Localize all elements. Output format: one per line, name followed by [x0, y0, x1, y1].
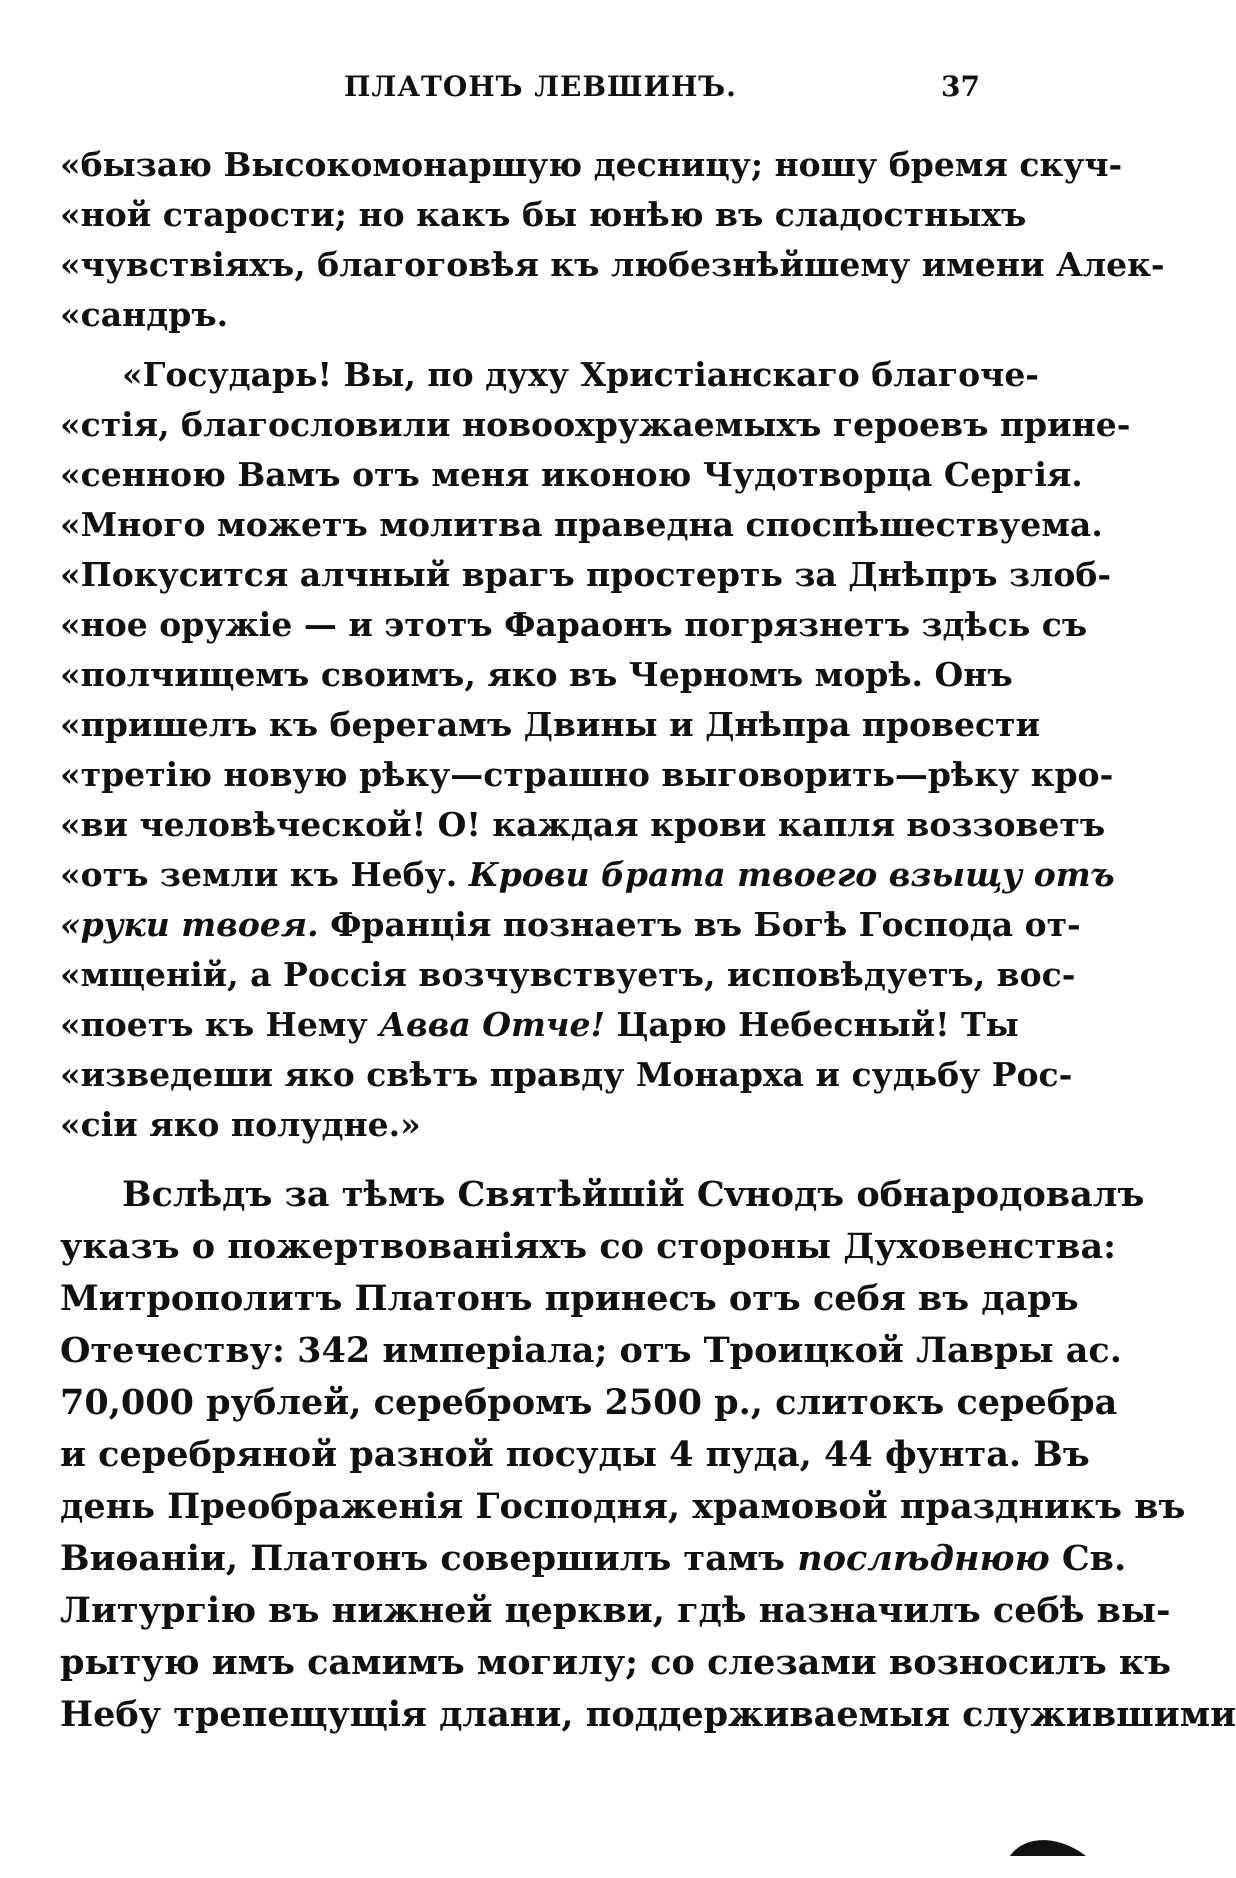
- scripture-quote: «руки твоея.: [60, 905, 319, 944]
- text-line: Небу трепещущія длани, поддерживаемыя служившими: [60, 1694, 1236, 1735]
- text-segment: «отъ земли къ Небу.: [60, 855, 458, 894]
- text-line: [60, 1000, 1019, 1050]
- text-line: Митрополитъ Платонъ принесъ отъ себя въ даръ: [60, 1278, 1079, 1319]
- text-segment: Виѳаніи, Платонъ совершилъ тамъ: [60, 1538, 786, 1579]
- text-line: 70,000 рублей, серебромъ 2500 р., слитокъ серебра: [60, 1382, 1118, 1423]
- italic-phrase: Авва Отче!: [379, 1005, 605, 1044]
- text-line: «сенною Вамъ отъ меня иконою Чудотворца Сергія.: [60, 455, 1083, 494]
- text-line: «полчищемъ своимъ, яко въ Черномъ морѣ. Онъ: [60, 655, 1013, 694]
- page-number: 37: [941, 70, 980, 103]
- text-segment: Св.: [1061, 1538, 1127, 1579]
- italic-phrase: послѣднюю: [797, 1538, 1050, 1579]
- text-line: Отечеству: 342 имперіала; отъ Троицкой Лавры ас.: [60, 1330, 1122, 1371]
- text-line: рытую имъ самимъ могилу; со слезами возносилъ къ: [60, 1642, 1171, 1683]
- text-line: [60, 1534, 1127, 1584]
- text-line: «стія, благословили новоохружаемыхъ героевъ прине-: [60, 405, 1131, 444]
- text-line: Литургію въ нижней церкви, гдѣ назначилъ себѣ вы-: [60, 1590, 1171, 1631]
- text-segment: Царю Небесный! Ты: [616, 1005, 1019, 1044]
- text-line: «Много можетъ молитва праведна споспѣшествуема.: [60, 505, 1103, 544]
- text-line: [60, 900, 1081, 950]
- ink-blot-mark: [1008, 1830, 1088, 1858]
- text-line: «сандръ.: [60, 295, 229, 334]
- text-line: «пришелъ къ берегамъ Двины и Днѣпра провести: [60, 705, 1041, 744]
- text-line: «ной старости; но какъ бы юнѣю въ сладостныхъ: [60, 195, 1027, 234]
- text-line: «чувствіяхъ, благоговѣя къ любезнѣйшему имени Алек-: [60, 245, 1165, 284]
- text-segment: Франція познаетъ въ Богѣ Господа от-: [330, 905, 1081, 944]
- running-title: ПЛАТОНЪ ЛЕВШИНЪ.: [344, 70, 737, 103]
- text-segment: «поетъ къ Нему: [60, 1005, 368, 1044]
- text-line: и серебряной разной посуды 4 пуда, 44 фунта. Въ: [60, 1434, 1090, 1475]
- text-line: «ное оружіе — и этотъ Фараонъ погрязнетъ здѣсь съ: [60, 605, 1088, 644]
- text-line: «третію новую рѣку—страшно выговорить—рѣку кро-: [60, 755, 1114, 794]
- scripture-quote: Крови брата твоего взыщу отъ: [468, 855, 1115, 894]
- text-line: указъ о пожертвованіяхъ со стороны Духовенства:: [60, 1226, 1117, 1267]
- text-line: [60, 850, 1115, 900]
- text-line: «Покусится алчный врагъ простерть за Днѣпръ злоб-: [60, 555, 1112, 594]
- page-header: [344, 70, 980, 110]
- text-line: Вслѣдъ за тѣмъ Святѣйшій Сvнодъ обнародовалъ: [122, 1174, 1145, 1215]
- text-line: день Преображенія Господня, храмовой праздникъ въ: [60, 1486, 1186, 1527]
- text-line: «ви человѣческой! О! каждая крови капля воззоветъ: [60, 805, 1106, 844]
- text-line: «изведеши яко свѣтъ правду Монарха и судьбу Рос-: [60, 1055, 1073, 1094]
- text-line: «мщеній, а Россія возчувствуетъ, исповѣдуетъ, вос-: [60, 955, 1076, 994]
- text-line: «Государь! Вы, по духу Христіанскаго благоче-: [122, 355, 1040, 394]
- text-line: «сіи яко полудне.»: [60, 1105, 421, 1144]
- text-line: «бызаю Высокомонаршую десницу; ношу бремя скуч-: [60, 145, 1123, 184]
